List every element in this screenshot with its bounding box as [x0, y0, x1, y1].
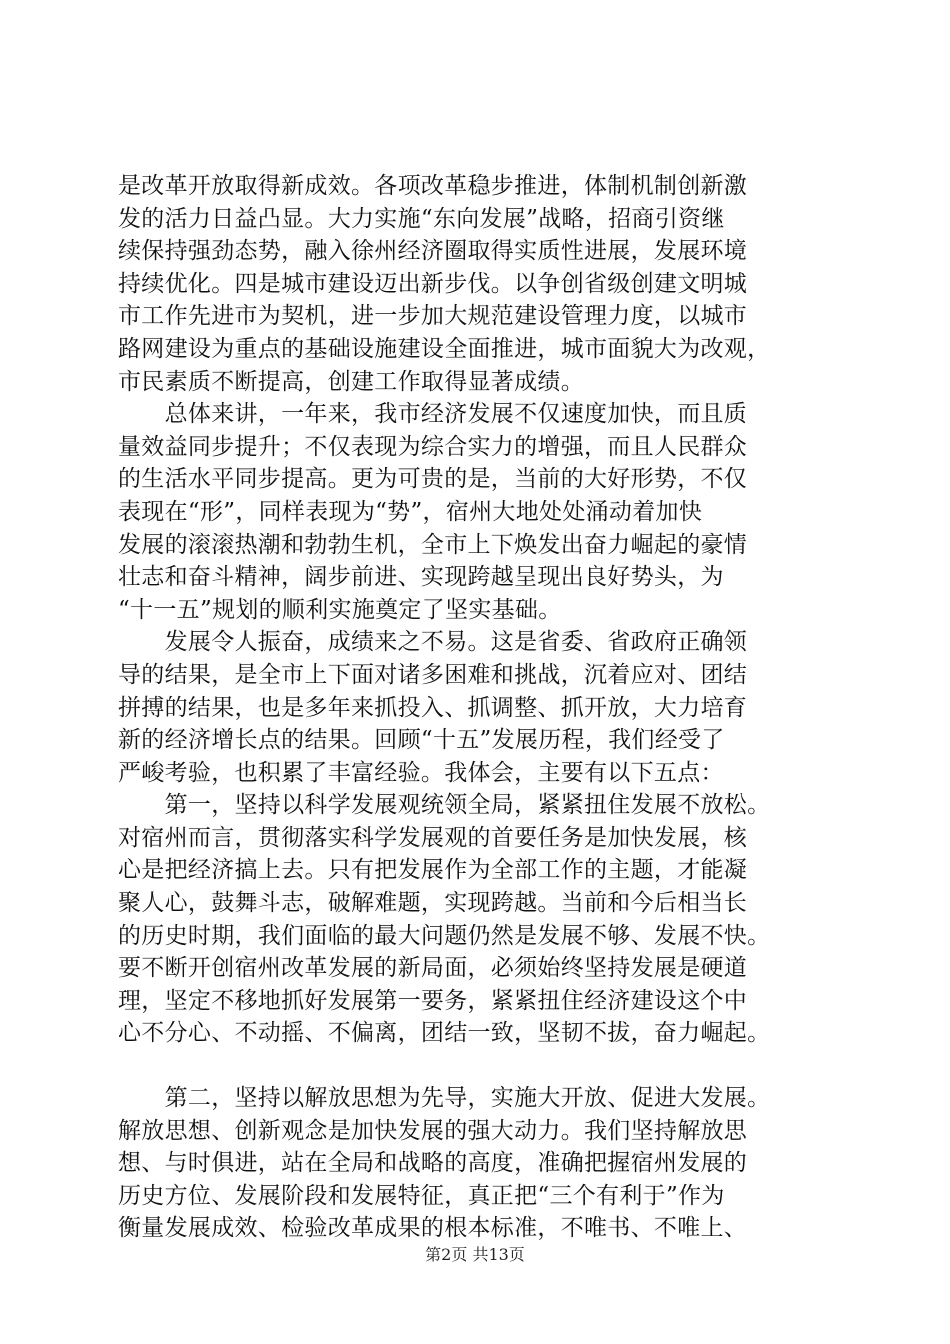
page-number-footer: 第2页 共13页 [425, 1245, 525, 1264]
text-line: 壮志和奋斗精神，阔步前进、实现跨越呈现出良好势头，为 [118, 564, 724, 591]
text-line: 量效益同步提升；不仅表现为综合实力的增强，而且人民群众 [118, 433, 748, 460]
text-line: 心是把经济搞上去。只有把发展作为全部工作的主题，才能凝 [118, 857, 748, 884]
text-line: 第二，坚持以解放思想为先导，实施大开放、促进大发展。 [118, 1085, 771, 1112]
text-line: 第一，坚持以科学发展观统领全局，紧紧扭住发展不放松。 [118, 792, 771, 819]
text-line: 理，坚定不移地抓好发展第一要务，紧紧扭住经济建设这个中 [118, 987, 748, 1014]
text-line: 表现在“形”，同样表现为“势”，宿州大地处处涌动着加快 [118, 498, 703, 525]
paragraph-gap [118, 1050, 848, 1082]
text-line: 是改革开放取得新成效。各项改革稳步推进，体制机制创新激 [118, 173, 748, 199]
text-line: 衡量发展成效、检验改革成果的根本标准，不唯书、不唯上、 [118, 1215, 748, 1242]
text-line: 发的活力日益凸显。大力实施“东向发展”战略，招商引资继 [118, 205, 725, 232]
text-line: 历史方位、发展阶段和发展特征，真正把“三个有利于”作为 [118, 1182, 725, 1209]
paragraph [118, 170, 848, 398]
text-line: 发展令人振奋，成绩来之不易。这是省委、省政府正确领 [118, 629, 748, 656]
paragraph [118, 626, 848, 789]
text-line: 拼搏的结果，也是多年来抓投入、抓调整、抓开放，大力培育 [118, 694, 748, 721]
text-line: 要不断开创宿州改革发展的新局面，必须始终坚持发展是硬道 [118, 955, 748, 982]
text-line: “十一五”规划的顺利实施奠定了坚实基础。 [118, 596, 562, 623]
text-line: 对宿州而言，贯彻落实科学发展观的首要任务是加快发展，核 [118, 824, 748, 851]
text-line: 续保持强劲态势，融入徐州经济圈取得实质性进展，发展环境 [118, 238, 748, 265]
text-line: 严峻考验，也积累了丰富经验。我体会，主要有以下五点： [118, 759, 724, 786]
paragraph [118, 789, 848, 1050]
text-line: 的生活水平同步提高。更为可贵的是，当前的大好形势，不仅 [118, 466, 748, 493]
text-line: 市工作先进市为契机，进一步加大规范建设管理力度，以城市 [118, 303, 748, 330]
text-line: 导的结果，是全市上下面对诸多困难和挑战，沉着应对、团结 [118, 661, 748, 688]
paragraph [118, 1082, 848, 1245]
text-line: 路网建设为重点的基础设施建设全面推进，城市面貌大为改观， [118, 335, 771, 362]
paragraph [118, 398, 848, 626]
text-line: 市民素质不断提高，创建工作取得显著成绩。 [118, 368, 584, 395]
text-line: 心不分心、不动摇、不偏离，团结一致，坚韧不拔，奋力崛起。 [118, 1020, 771, 1047]
text-line: 总体来讲，一年来，我市经济发展不仅速度加快，而且质 [118, 401, 748, 428]
text-line: 解放思想、创新观念是加快发展的强大动力。我们坚持解放思 [118, 1117, 748, 1144]
text-line: 聚人心，鼓舞斗志，破解难题，实现跨越。当前和今后相当长 [118, 890, 748, 917]
text-line: 持续优化。四是城市建设迈出新步伐。以争创省级创建文明城 [118, 270, 748, 297]
text-line: 想、与时俱进，站在全局和战略的高度，准确把握宿州发展的 [118, 1150, 748, 1177]
text-line: 新的经济增长点的结果。回顾“十五”发展历程，我们经受了 [118, 727, 725, 754]
text-line: 发展的滚滚热潮和勃勃生机，全市上下焕发出奋力崛起的豪情 [118, 531, 748, 558]
document-body [118, 170, 848, 1245]
text-line: 的历史时期，我们面临的最大问题仍然是发展不够、发展不快。 [118, 922, 771, 949]
